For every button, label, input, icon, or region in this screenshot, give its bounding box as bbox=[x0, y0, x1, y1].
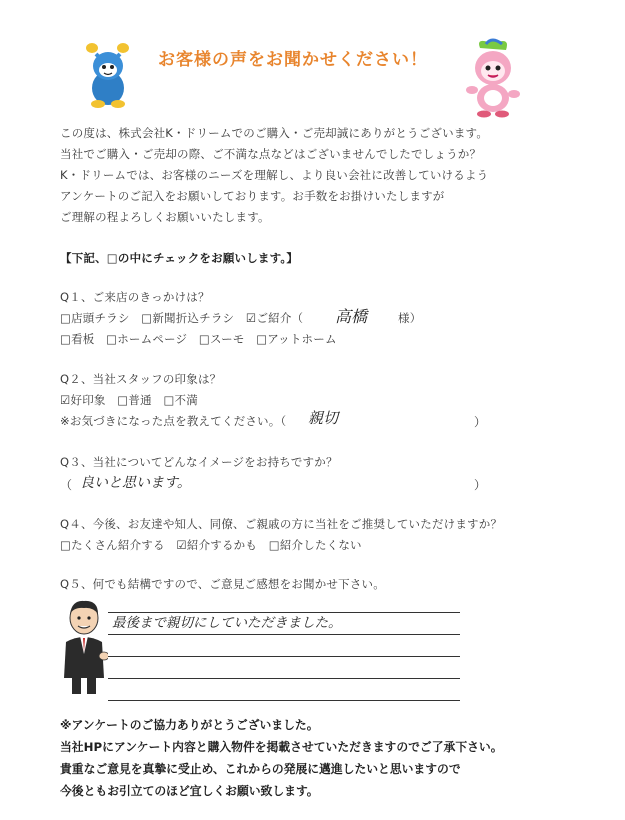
answer-line bbox=[108, 678, 460, 679]
q2-options-row1: ☑好印象 □普通 □不満 bbox=[60, 393, 198, 407]
q4-options-row1: □たくさん紹介する ☑紹介するかも □紹介したくない bbox=[60, 538, 362, 552]
q3-close-paren: ） bbox=[474, 478, 487, 492]
answer-line bbox=[108, 656, 460, 657]
q2-handwritten: 親切 bbox=[308, 409, 339, 427]
intro-line: この度は、株式会社K・ドリームでのご購入・ご売却誠にありがとうございます。 bbox=[60, 126, 489, 140]
blue-mascot-icon bbox=[78, 40, 138, 110]
intro-line: ご理解の程よろしくお願いいたします。 bbox=[60, 210, 270, 224]
q3-question: Q３、当社についてどんなイメージをお持ちですか？ bbox=[60, 455, 338, 469]
q1-options-row1: □店頭チラシ □新聞折込チラシ ☑ご紹介（ bbox=[60, 311, 304, 325]
intro-line: K・ドリームでは、お客様のニーズを理解し、より良い会社に改善していけるよう bbox=[60, 168, 489, 182]
intro-line: 当社でご購入・ご売却の際、ご不満な点などはございませんでしたでしょうか？ bbox=[60, 147, 482, 161]
footer-line: ※アンケートのご協力ありがとうございました。 bbox=[60, 718, 319, 732]
pink-mascot-icon bbox=[462, 38, 524, 118]
q3-open-paren: （ bbox=[60, 478, 73, 492]
q1-options-row2: □看板 □ホームページ □スーモ □アットホーム bbox=[60, 332, 337, 346]
staff-illustration-icon bbox=[60, 598, 108, 696]
q2-comment-prompt: ※お気づきになった点を教えてください。（ bbox=[60, 414, 287, 428]
q4-question: Q４、今後、お友達や知人、同僚、ご親戚の方に当社をご推奨していただけますか？ bbox=[60, 517, 503, 531]
q1-sama: 様） bbox=[398, 311, 422, 325]
q1-handwritten-name: 高橋 bbox=[335, 307, 368, 326]
footer-line: 当社HPにアンケート内容と購入物件を掲載させていただきますのでご了承下さい。 bbox=[60, 740, 503, 754]
q5-question: Q５、何でも結構ですので、ご意見ご感想をお聞かせ下さい。 bbox=[60, 577, 385, 591]
footer-line: 今後ともお引立てのほど宜しくお願い致します。 bbox=[60, 784, 319, 798]
answer-line bbox=[108, 700, 460, 701]
q2-close-paren: ） bbox=[474, 415, 487, 429]
q2-question: Q２、当社スタッフの印象は？ bbox=[60, 372, 222, 386]
q1-question: Q１、ご来店のきっかけは？ bbox=[60, 290, 210, 304]
answer-line bbox=[108, 634, 460, 635]
footer-line: 貴重なご意見を真摯に受止め、これからの発展に邁進したいと思いますので bbox=[60, 762, 461, 776]
q3-handwritten: 良いと思います。 bbox=[80, 475, 191, 491]
instruction: 【下記、□の中にチェックをお願いします。】 bbox=[60, 251, 299, 265]
page-title: お客様の声をお聞かせください！ bbox=[158, 50, 428, 70]
intro-line: アンケートのご記入をお願いしております。お手数をお掛けいたしますが bbox=[60, 189, 445, 203]
q5-handwritten: 最後まで親切にしていただきました。 bbox=[112, 615, 342, 631]
